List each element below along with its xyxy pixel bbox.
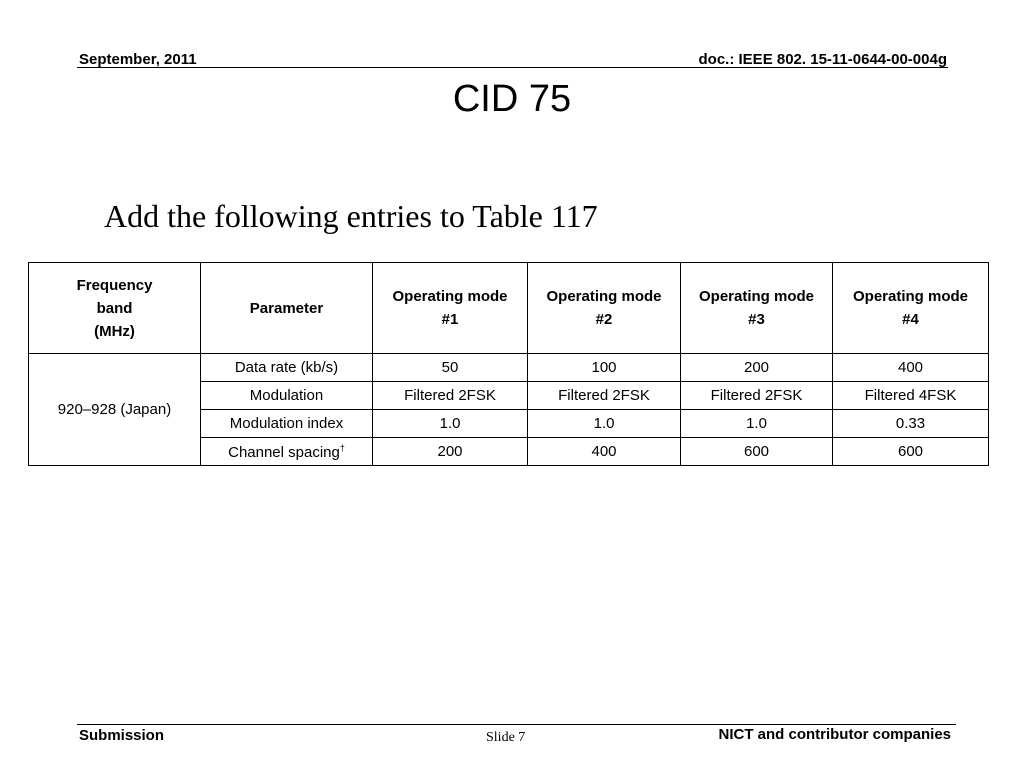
header-frequency-band: Frequency band (MHz) (29, 263, 201, 354)
value-cell: Filtered 2FSK (373, 382, 528, 410)
value-cell: 400 (528, 438, 681, 466)
header-divider (77, 67, 948, 68)
value-cell: 400 (833, 354, 989, 382)
operating-mode-table (28, 262, 989, 466)
value-cell: Filtered 2FSK (528, 382, 681, 410)
header-mode-4: Operating mode #4 (833, 263, 989, 354)
footer-slide-number: Slide 7 (486, 730, 526, 745)
table-row (29, 354, 989, 382)
footer-organization: NICT and contributor companies (718, 726, 951, 743)
header-date: September, 2011 (79, 51, 197, 68)
value-cell: 1.0 (681, 410, 833, 438)
value-cell: 600 (681, 438, 833, 466)
value-cell: 200 (373, 438, 528, 466)
header-mode-1: Operating mode #1 (373, 263, 528, 354)
value-cell: 1.0 (373, 410, 528, 438)
value-cell: Filtered 4FSK (833, 382, 989, 410)
value-cell: 50 (373, 354, 528, 382)
parameter-cell: Channel spacing† (201, 438, 373, 466)
value-cell: 0.33 (833, 410, 989, 438)
footer-submission: Submission (79, 727, 165, 744)
header-doc-id: doc.: IEEE 802. 15-11-0644-00-004g (698, 51, 947, 68)
header-mode-2: Operating mode #2 (528, 263, 681, 354)
value-cell: 100 (528, 354, 681, 382)
header-parameter: Parameter (201, 263, 373, 354)
slide-title: CID 75 (452, 78, 572, 120)
parameter-cell: Modulation (201, 382, 373, 410)
parameter-cell: Data rate (kb/s) (201, 354, 373, 382)
frequency-band-cell: 920–928 (Japan) (29, 354, 201, 466)
value-cell: Filtered 2FSK (681, 382, 833, 410)
value-cell: 200 (681, 354, 833, 382)
table-header-row (29, 263, 989, 354)
footer-divider (77, 724, 956, 725)
value-cell: 600 (833, 438, 989, 466)
footnote-mark: † (339, 442, 345, 453)
header-mode-3: Operating mode #3 (681, 263, 833, 354)
value-cell: 1.0 (528, 410, 681, 438)
slide-subtitle: Add the following entries to Table 117 (104, 198, 598, 234)
parameter-cell: Modulation index (201, 410, 373, 438)
